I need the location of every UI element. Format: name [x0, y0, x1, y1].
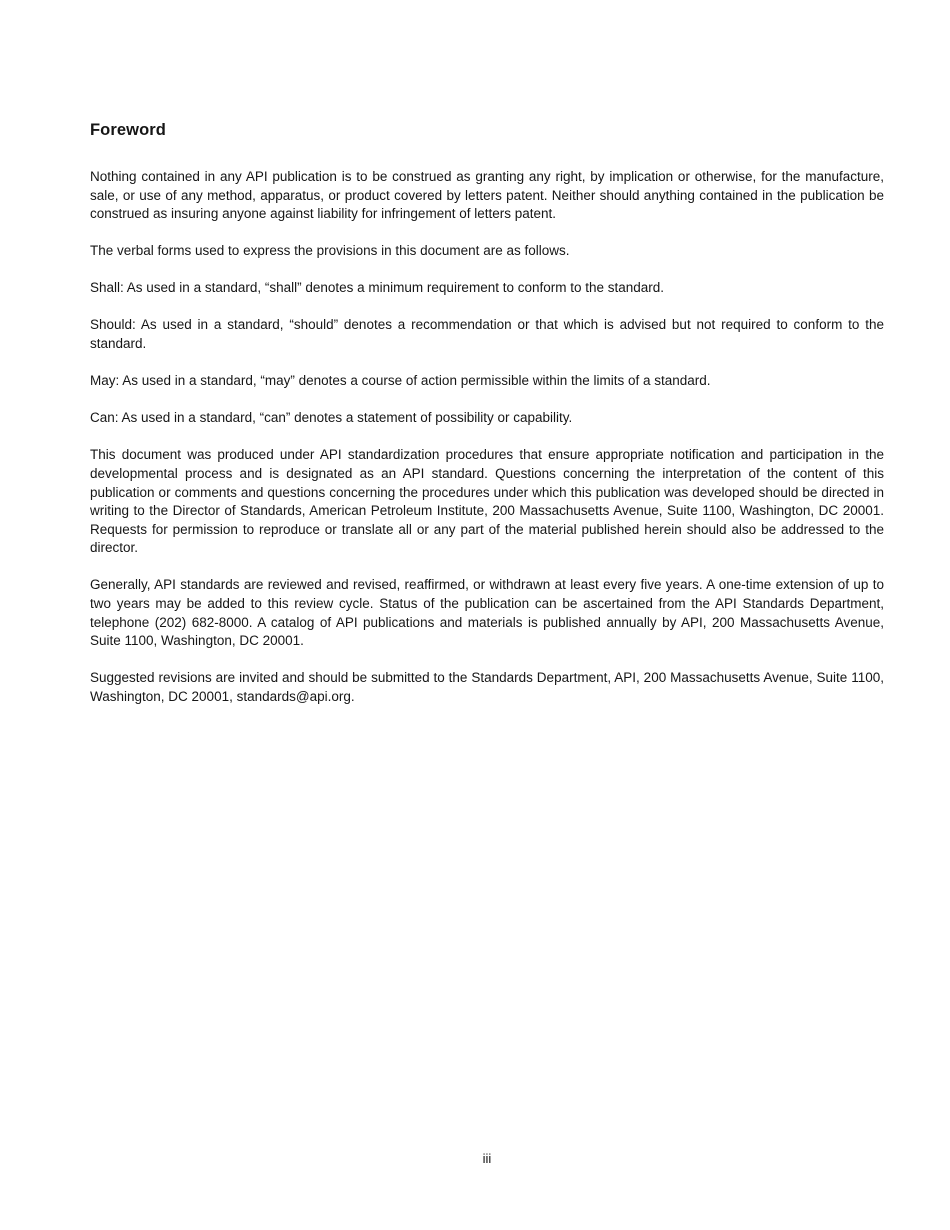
paragraph: May: As used in a standard, “may” denotes a course of action permissible within the limits of a standard. — [90, 373, 711, 389]
page-number: iii — [482, 1151, 492, 1166]
paragraph: This document was produced under API standardization procedures that ensure appropriate notification and participation in the developmental process and is designated as an API standard. Questions concerning the interpretation of the content of this publication or comments and questions concerning the procedures under which this publication was developed should be directed in writing to the Director of Standards, American Petroleum Institute, 200 Massachusetts Avenue, Suite 1100, Washington, DC 20001. Requests for permission to reproduce or translate all or any part of the material published herein should also be addressed to the director. — [90, 447, 884, 556]
paragraph: Shall: As used in a standard, “shall” denotes a minimum requirement to conform to the standard. — [90, 280, 665, 296]
paragraph: Suggested revisions are invited and should be submitted to the Standards Department, API, 200 Massachusetts Avenue, Suite 1100, Washington, DC 20001, standards@api.org. — [90, 670, 884, 704]
page-title: Foreword — [90, 121, 166, 139]
paragraph: Nothing contained in any API publication is to be construed as granting any right, by implication or otherwise, for the manufacture, sale, or use of any method, apparatus, or product covered by letters patent. Neither should anything contained in the publication be construed as insuring anyone against liability for infringement of letters patent. — [90, 169, 884, 222]
paragraph: Should: As used in a standard, “should” denotes a recommendation or that which is advised but not required to conform to the standard. — [90, 317, 884, 352]
paragraph: Generally, API standards are reviewed and revised, reaffirmed, or withdrawn at least every five years. A one-time extension of up to two years may be added to this review cycle. Status of the publication can be ascertained from the API Standards Department, telephone (202) 682-8000. A catalog of API publications and materials is published annually by API, 200 Massachusetts Avenue, Suite 1100, Washington, DC 20001. — [90, 577, 884, 649]
paragraph: The verbal forms used to express the provisions in this document are as follows. — [90, 243, 570, 259]
paragraph: Can: As used in a standard, “can” denotes a statement of possibility or capability. — [90, 410, 573, 426]
body-text — [90, 168, 884, 706]
